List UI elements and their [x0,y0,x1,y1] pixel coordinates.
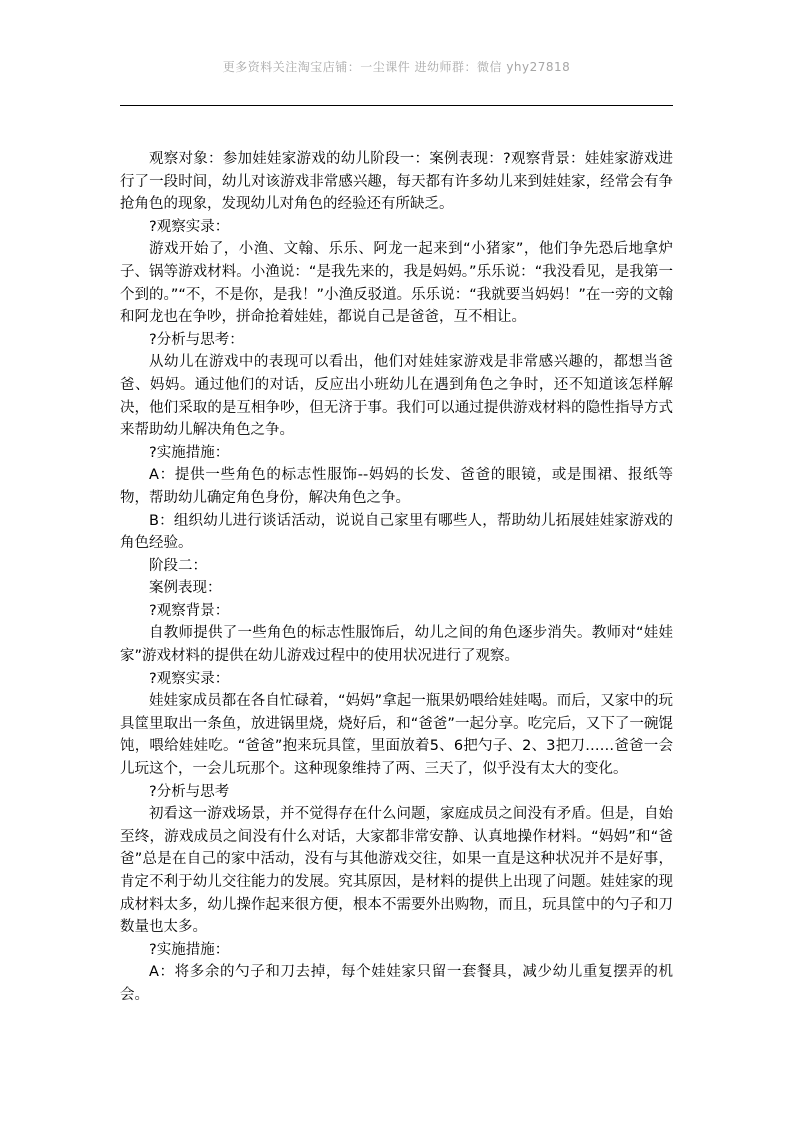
paragraph-measure-a-2: A：将多余的勺子和刀去掉，每个娃娃家只留一套餐具，减少幼儿重复摆弄的机会。 [120,964,673,1003]
heading-measures: ?实施措施： [149,444,230,461]
heading-analysis: ?分析与思考： [149,331,244,348]
document-body [120,148,673,1007]
paragraph-analysis-2: 初看这一游戏场景，并不觉得存在什么问题，家庭成员之间没有矛盾。但是，自始至终，游戏成员之间没有什么对话，大家都非常安静、认真地操作材料。“妈妈”和“爸爸”总是在自己的家中活动，没有与其他游戏交往，如果一直是这种状况并不是好事，肯定不利于幼儿交往能力的发展。究其原因，是材料的提供上出现了问题。娃娃家的现成材料太多，幼儿操作起来很方便，根本不需要外出购物，而且，玩具筐中的勺子和刀数量也太多。 [120,806,673,936]
header-text: 更多资料关注淘宝店铺：一尘课件 进幼师群：微信 yhy27818 [222,60,571,74]
heading-case-performance: 案例表现： [149,580,222,597]
paragraph-observation-record-2: 娃娃家成员都在各自忙碌着，“妈妈”拿起一瓶果奶喂给娃娃喝。而后，又家中的玩具筐里取出一条鱼，放进锅里烧，烧好后，和“爸爸”一起分享。吃完后，又下了一碗馄饨，喂给娃娃吃。“爸爸”抱来玩具筐，里面放着5、6把勺子、2、3把刀……爸爸一会儿玩这个，一会儿玩那个。这种现象维持了两、三天了，似乎没有太大的变化。 [120,693,673,778]
paragraph-measure-a: A：提供一些角色的标志性服饰--妈妈的长发、爸爸的眼镜，或是围裙、报纸等物，帮助幼儿确定角色身份，解决角色之争。 [120,467,673,506]
header-divider [120,105,673,106]
paragraph-intro: 观察对象：参加娃娃家游戏的幼儿阶段一：案例表现：?观察背景：娃娃家游戏进行了一段时间，幼儿对该游戏非常感兴趣，每天都有许多幼儿来到娃娃家，经常会有争抢角色的现象，发现幼儿对角色的经验还有所缺乏。 [120,151,673,213]
heading-observation-background: ?观察背景： [149,602,230,619]
heading-observation-record-2: ?观察实录： [149,670,230,687]
heading-analysis-2: ?分析与思考 [149,783,230,800]
page-header [0,58,793,75]
heading-stage-two: 阶段二： [149,557,207,574]
paragraph-measure-b: B：组织幼儿进行谈话活动，说说自己家里有哪些人，帮助幼儿拓展娃娃家游戏的角色经验。 [120,512,673,552]
heading-observation-record: ?观察实录： [149,218,230,235]
paragraph-analysis: 从幼儿在游戏中的表现可以看出，他们对娃娃家游戏是非常感兴趣的，都想当爸爸、妈妈。通过他们的对话，反应出小班幼儿在遇到角色之争时，还不知道该怎样解决，他们采取的是互相争吵，但无济于事。我们可以通过提供游戏材料的隐性指导方式来帮助幼儿解决角色之争。 [120,354,673,439]
heading-measures-2: ?实施措施： [149,941,230,958]
paragraph-observation-background: 自教师提供了一些角色的标志性服饰后，幼儿之间的角色逐步消失。教师对“娃娃家”游戏材料的提供在幼儿游戏过程中的使用状况进行了观察。 [120,625,673,665]
paragraph-observation-record: 游戏开始了，小渔、文翰、乐乐、阿龙一起来到“小猪家”，他们争先恐后地拿炉子、锅等游戏材料。小渔说：“是我先来的，我是妈妈。”乐乐说：“我没看见，是我第一个到的。”“不，不是你，是我！”小渔反驳道。乐乐说：“我就要当妈妈！”在一旁的文翰和阿龙也在争吵，拼命抢着娃娃，都说自己是爸爸，互不相让。 [120,241,673,326]
